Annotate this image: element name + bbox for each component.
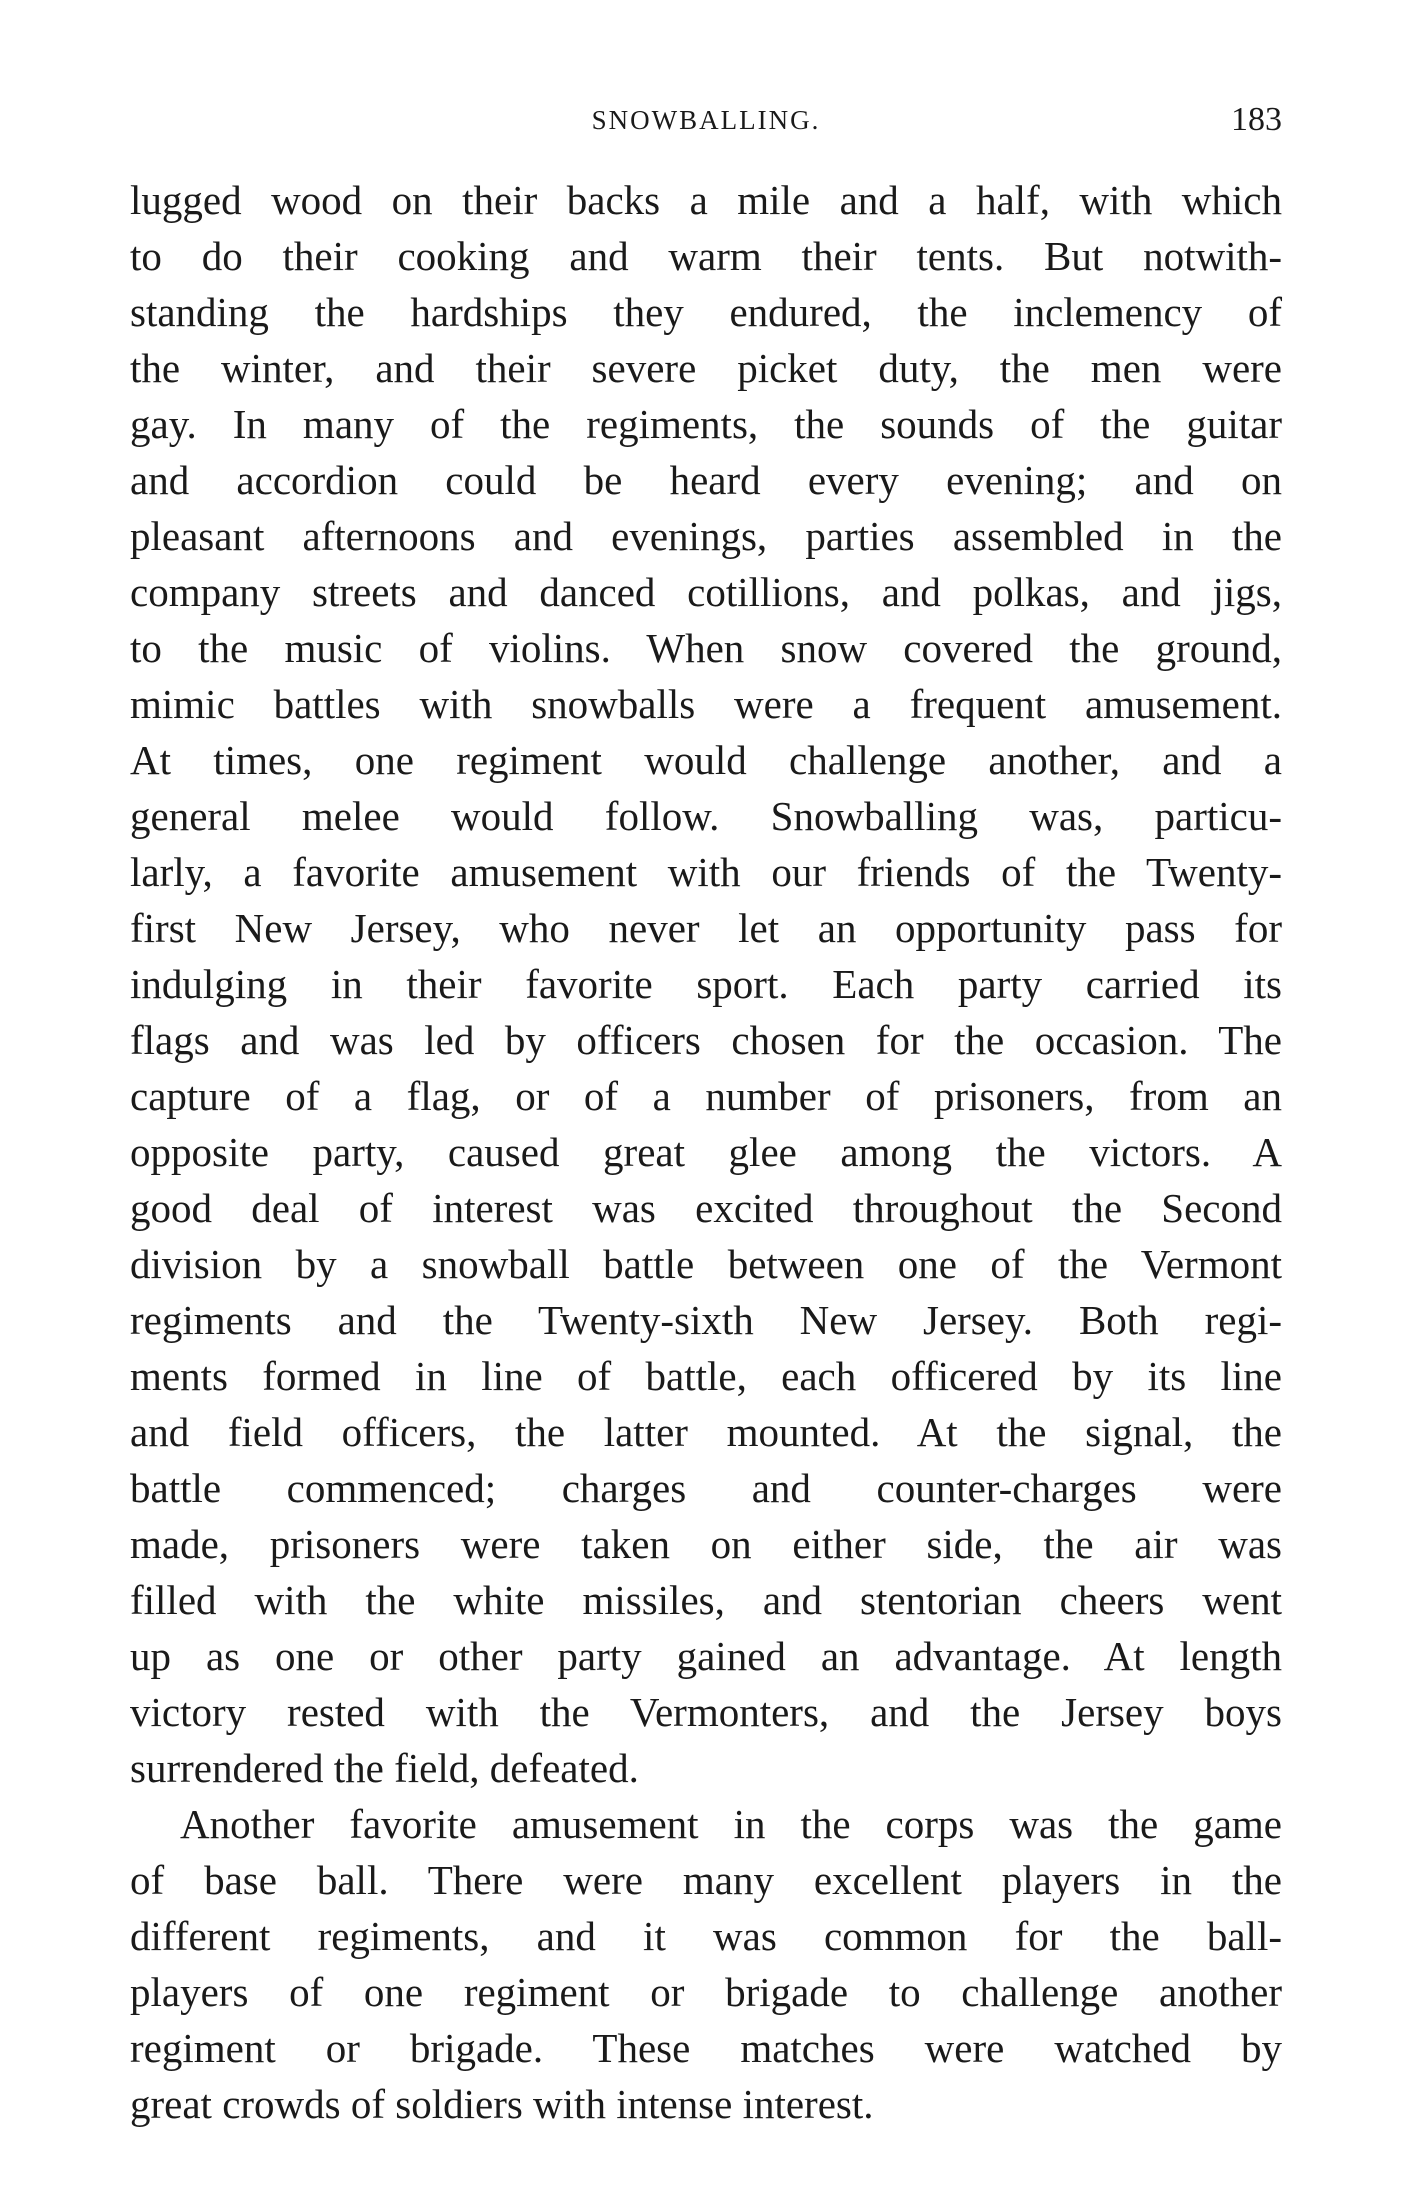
text-line: up as one or other party gained an advantage. At length bbox=[130, 1633, 1282, 1679]
text-line: general melee would follow. Snowballing was, particu- bbox=[130, 793, 1282, 839]
text-line: company streets and danced cotillions, and polkas, and jigs, bbox=[130, 569, 1282, 615]
text-line: flags and was led by officers chosen for the occasion. The bbox=[130, 1017, 1282, 1063]
text-line: Another favorite amusement in the corps was the game bbox=[180, 1801, 1282, 1847]
text-line: first New Jersey, who never let an opportunity pass for bbox=[130, 905, 1282, 951]
text-line: regiment or brigade. These matches were watched by bbox=[130, 2025, 1282, 2071]
text-line: pleasant afternoons and evenings, parties assembled in the bbox=[130, 513, 1282, 559]
text-line: players of one regiment or brigade to challenge another bbox=[130, 1969, 1282, 2015]
text-line: great crowds of soldiers with intense interest. bbox=[130, 2081, 874, 2127]
running-title: SNOWBALLING. bbox=[591, 105, 821, 135]
text-line: lugged wood on their backs a mile and a half, with which bbox=[130, 177, 1282, 223]
text-line: different regiments, and it was common for the ball- bbox=[130, 1913, 1282, 1959]
text-line: and field officers, the latter mounted. At the signal, the bbox=[130, 1409, 1282, 1455]
text-line: good deal of interest was excited throughout the Second bbox=[130, 1185, 1282, 1231]
text-line: filled with the white missiles, and stentorian cheers went bbox=[130, 1577, 1282, 1623]
body-text bbox=[130, 172, 1282, 2132]
text-line: to do their cooking and warm their tents. But notwith- bbox=[130, 233, 1282, 279]
text-line: At times, one regiment would challenge another, and a bbox=[130, 737, 1282, 783]
text-line: battle commenced; charges and counter-charges were bbox=[130, 1465, 1282, 1511]
paragraph-1 bbox=[130, 172, 1282, 1796]
text-line: to the music of violins. When snow covered the ground, bbox=[130, 625, 1282, 671]
text-line: surrendered the field, defeated. bbox=[130, 1745, 639, 1791]
text-line: mimic battles with snowballs were a frequent amusement. bbox=[130, 681, 1282, 727]
text-line: regiments and the Twenty-sixth New Jersey. Both regi- bbox=[130, 1297, 1282, 1343]
paragraph-2 bbox=[130, 1796, 1282, 2132]
running-head bbox=[130, 100, 1282, 140]
text-line: capture of a flag, or of a number of prisoners, from an bbox=[130, 1073, 1282, 1119]
text-line: made, prisoners were taken on either side, the air was bbox=[130, 1521, 1282, 1567]
text-line: gay. In many of the regiments, the sounds of the guitar bbox=[130, 401, 1282, 447]
text-line: larly, a favorite amusement with our friends of the Twenty- bbox=[130, 849, 1282, 895]
page-number: 183 bbox=[1231, 101, 1282, 138]
text-line: indulging in their favorite sport. Each party carried its bbox=[130, 961, 1282, 1007]
text-line: standing the hardships they endured, the inclemency of bbox=[130, 289, 1282, 335]
text-line: division by a snowball battle between one of the Vermont bbox=[130, 1241, 1282, 1287]
text-line: ments formed in line of battle, each officered by its line bbox=[130, 1353, 1282, 1399]
text-line: of base ball. There were many excellent players in the bbox=[130, 1857, 1282, 1903]
text-line: opposite party, caused great glee among the victors. A bbox=[130, 1129, 1282, 1175]
text-line: victory rested with the Vermonters, and the Jersey boys bbox=[130, 1689, 1282, 1735]
text-line: and accordion could be heard every evening; and on bbox=[130, 457, 1282, 503]
text-line: the winter, and their severe picket duty, the men were bbox=[130, 345, 1282, 391]
